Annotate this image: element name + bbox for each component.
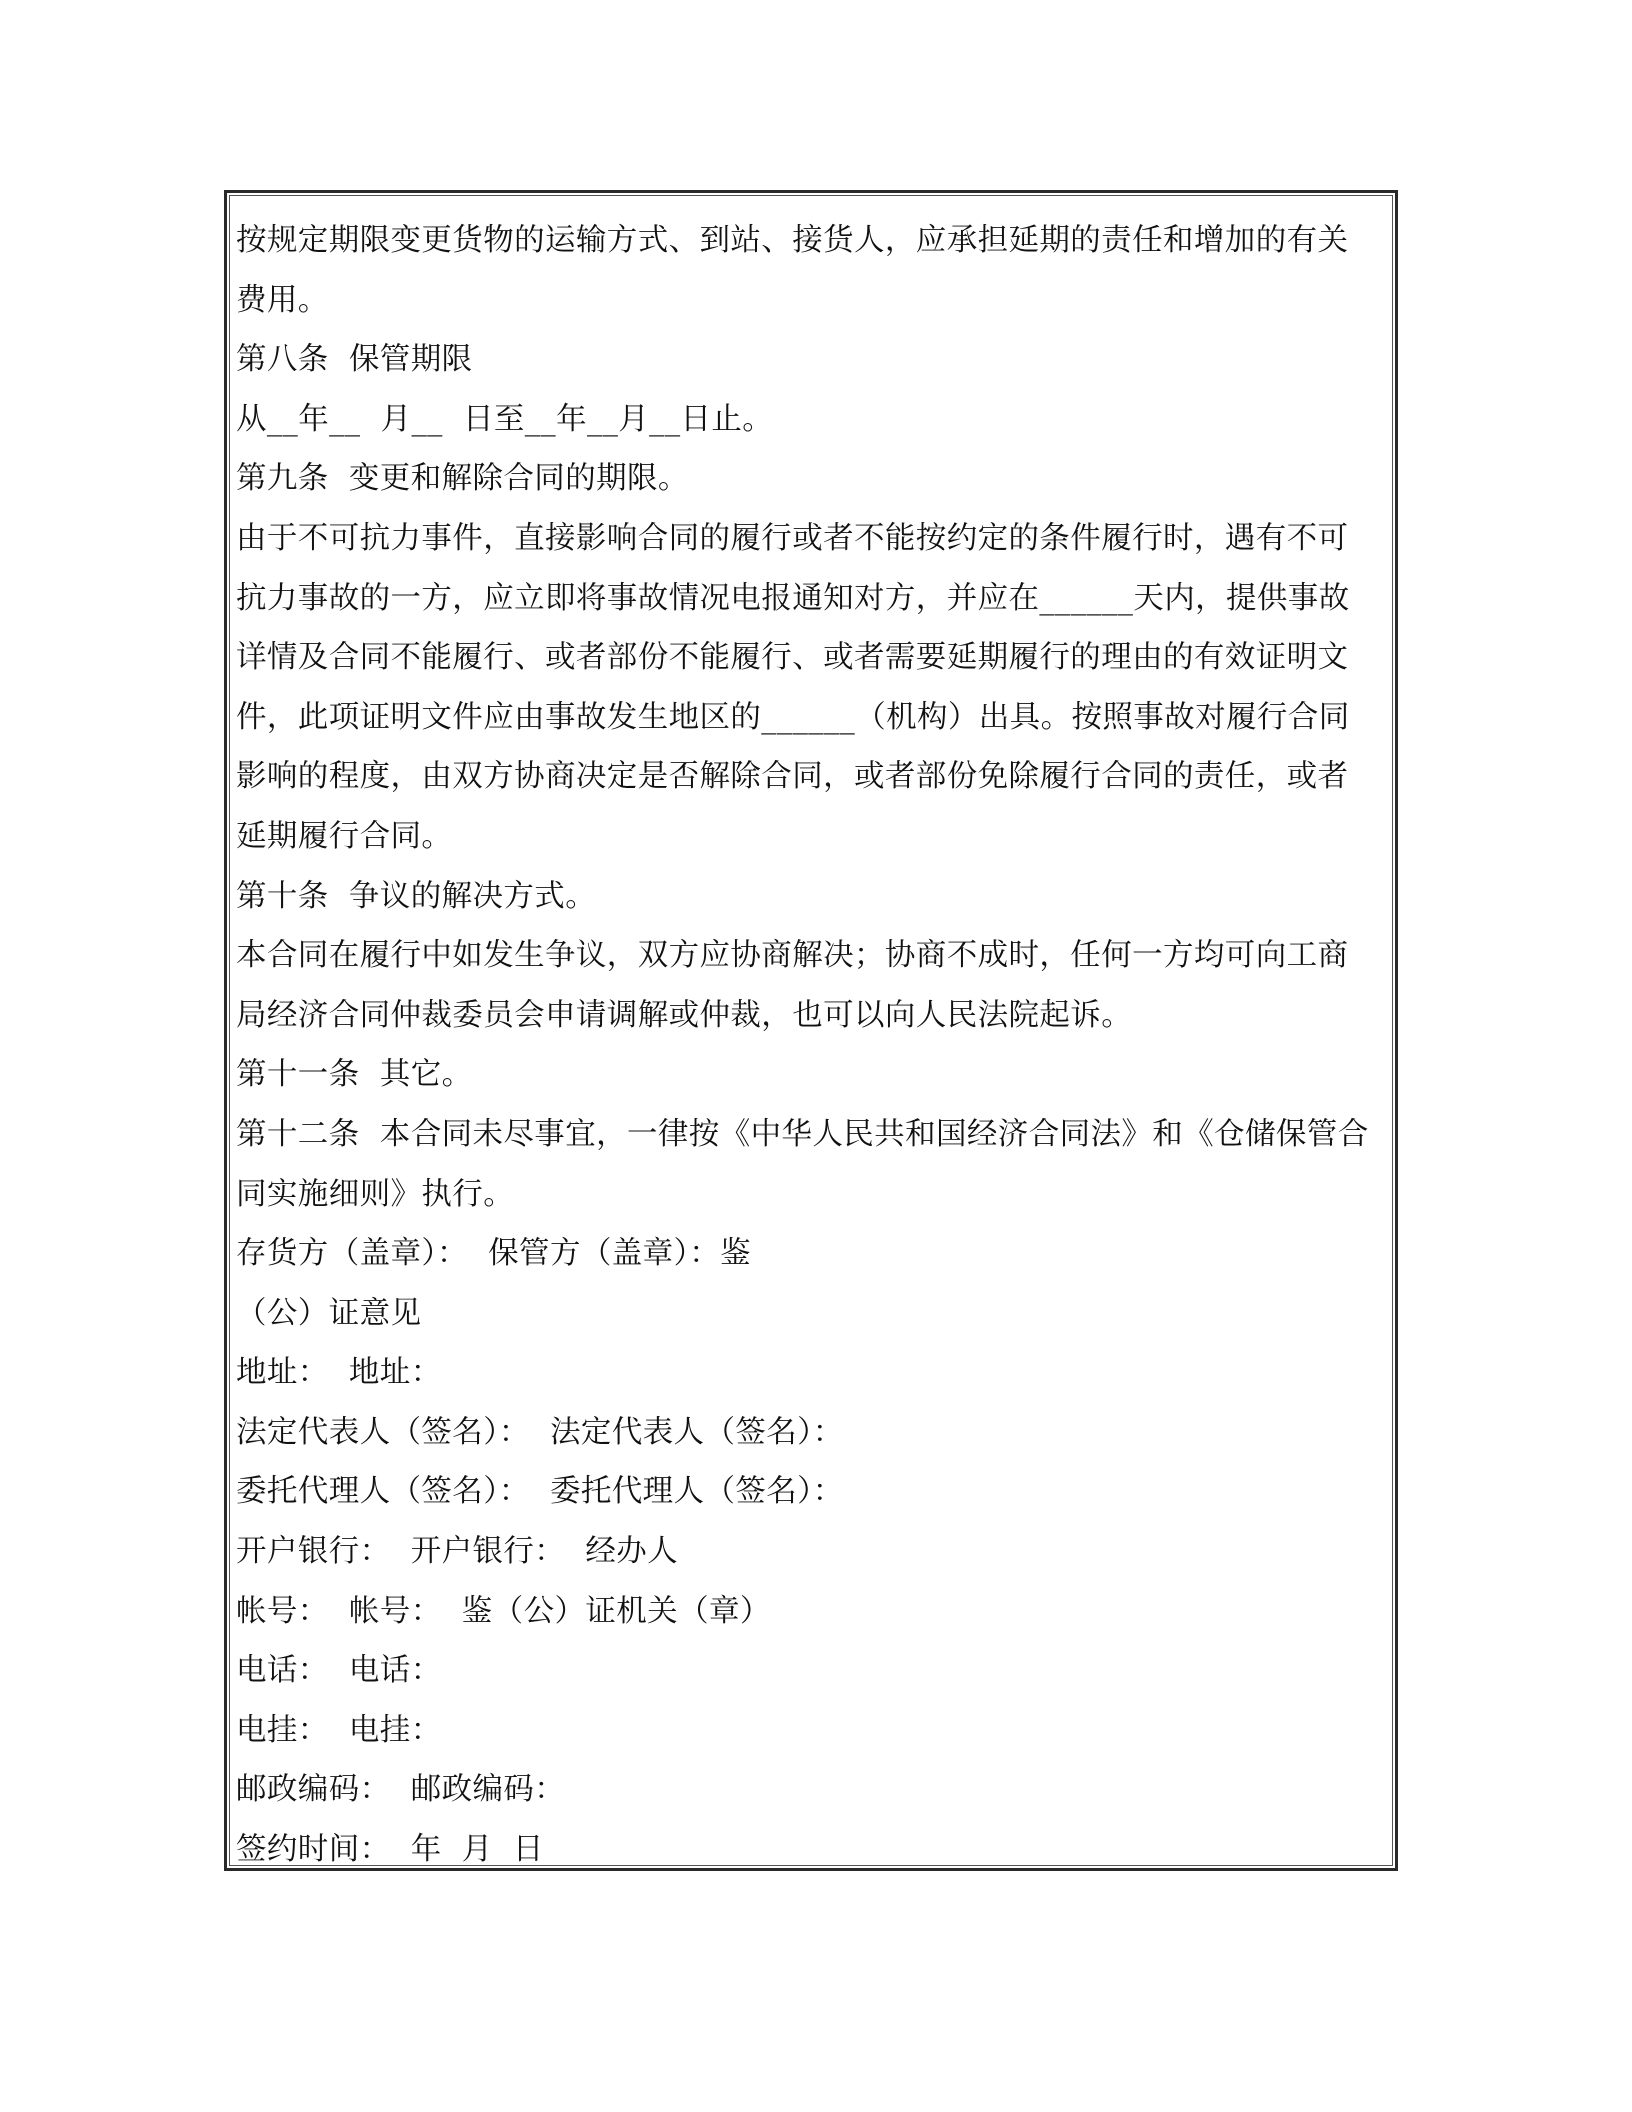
article-12-text: 第十二条 本合同未尽事宜，一律按《中华人民共和国经济合同法》和《仓储保管合 [236,1116,1369,1152]
text-line: 同实施细则》执行。 [236,1176,515,1212]
phone-line: 电话： 电话： [236,1653,442,1689]
text-line: 由于不可抗力事件，直接影响合同的履行或者不能按约定的条件履行时，遇有不可 [236,520,1349,556]
text-line: 影响的程度，由双方协商决定是否解除合同，或者部份免除履行合同的责任，或者 [236,759,1349,795]
storage-period-line: 从__年__ 月__ 日至__年__月__日止。 [236,401,774,437]
text-line: 件，此项证明文件应由事故发生地区的______（机构）出具。按照事故对履行合同 [236,699,1350,735]
address-line: 地址： 地址： [236,1355,442,1391]
article-9-heading: 第九条 变更和解除合同的期限。 [236,461,689,497]
text-line: 本合同在履行中如发生争议，双方应协商解决；协商不成时，任何一方均可向工商 [236,938,1349,974]
text-line: 费用。 [236,282,329,318]
text-line: 局经济合同仲裁委员会申请调解或仲裁，也可以向人民法院起诉。 [236,997,1133,1033]
postal-code-line: 邮政编码： 邮政编码： [236,1772,566,1808]
bank-line: 开户银行： 开户银行： 经办人 [236,1534,679,1570]
notary-opinion-line: （公）证意见 [236,1295,422,1331]
contract-text [236,211,1389,1880]
article-10-heading: 第十条 争议的解决方式。 [236,878,597,914]
telegraph-line: 电挂： 电挂： [236,1712,442,1748]
article-11-heading: 第十一条 其它。 [236,1057,473,1093]
seal-line: 存货方（盖章）： 保管方（盖章）：鉴 [236,1236,751,1272]
text-line: 按规定期限变更货物的运输方式、到站、接货人，应承担延期的责任和增加的有关 [236,223,1349,258]
text-line: 详情及合同不能履行、或者部份不能履行、或者需要延期履行的理由的有效证明文 [236,640,1349,676]
text-line: 抗力事故的一方，应立即将事故情况电报通知对方，并应在______天内，提供事故 [236,580,1350,616]
agent-line: 委托代理人（签名）： 委托代理人（签名）： [236,1474,844,1510]
signing-date-line: 签约时间： 年 月 日 [236,1832,544,1868]
account-line: 帐号： 帐号： 鉴（公）证机关（章） [236,1593,771,1629]
text-line: 延期履行合同。 [236,818,453,854]
article-8-heading: 第八条 保管期限 [236,342,473,378]
contract-table-cell [224,190,1398,1871]
legal-rep-line: 法定代表人（签名）： 法定代表人（签名）： [236,1414,844,1450]
